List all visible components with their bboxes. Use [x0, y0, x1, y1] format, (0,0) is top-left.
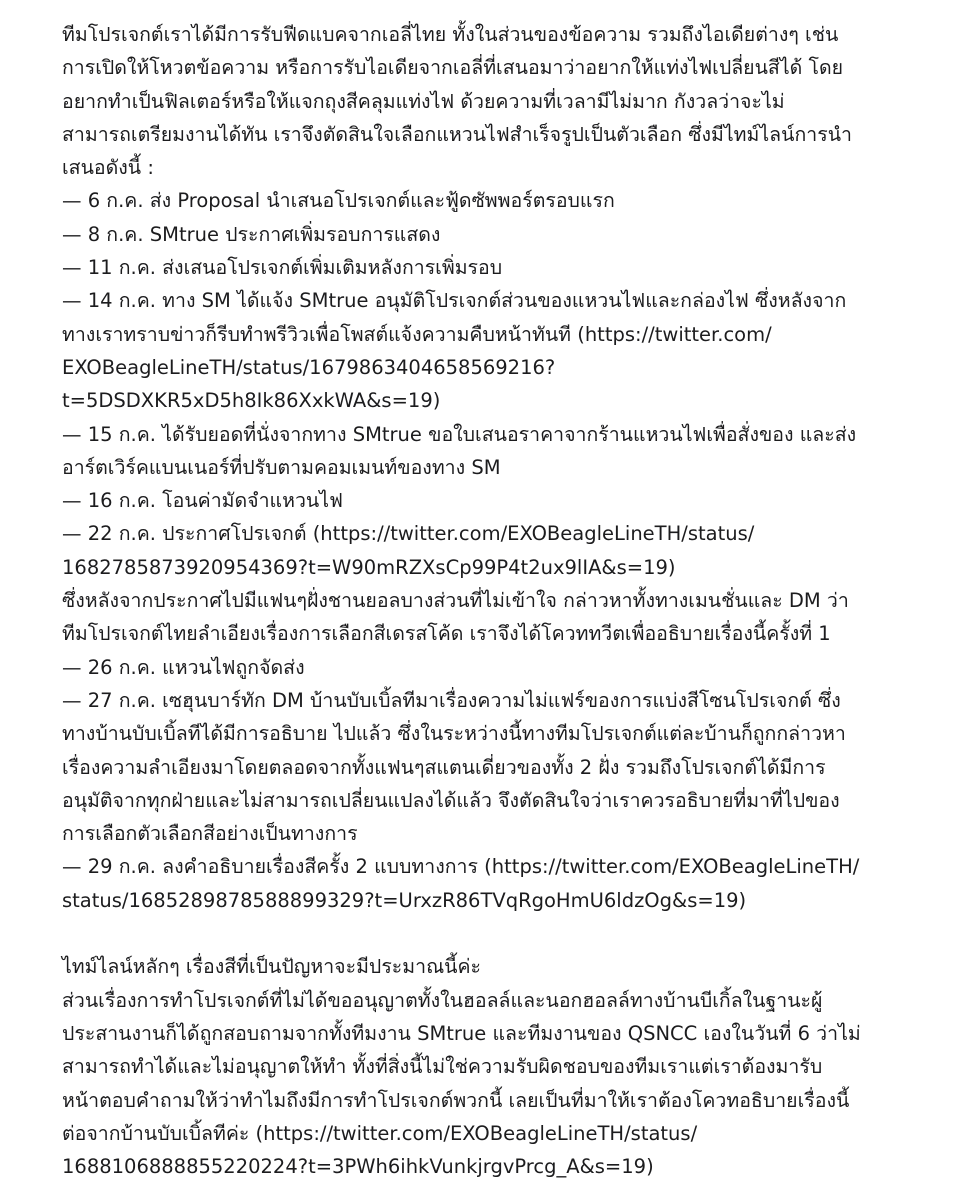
- intro-line: ทีมโปรเจกต์เราได้มีการรับฟีดแบคจากเอลี่ไทย ทั้งในส่วนของข้อความ รวมถึงไอเดียต่างๆ เช่น: [62, 23, 839, 46]
- timeline-note: [62, 584, 916, 651]
- timeline-item: [62, 218, 916, 251]
- timeline-item: [62, 850, 916, 917]
- timeline-line: — 6 ก.ค. ส่ง Proposal นำเสนอโปรเจกต์และฟู้ดซัพพอร์ตรอบแรก: [62, 189, 615, 213]
- timeline-list: [62, 184, 916, 917]
- timeline-item: [62, 684, 916, 850]
- intro-line: สามารถเตรียมงานได้ทัน เราจึงตัดสินใจเลือกแหวนไฟสำเร็จรูปเป็นตัวเลือก ซึ่งมีไทม์ไลน์การนำ: [62, 122, 852, 146]
- timeline-line: ทีมโปรเจกต์ไทยลำเอียงเรื่องการเลือกสีเดรสโค้ด เราจึงได้โควททวีตเพื่ออธิบายเรื่องนี้ครั้งที่ 1: [62, 622, 831, 646]
- summary-line: ไทม์ไลน์หลักๆ เรื่องสีที่เป็นปัญหาจะมีประมาณนี้ค่ะ: [62, 955, 482, 979]
- timeline-line: — 27 ก.ค. เซฮุนบาร์ทัก DM บ้านบับเบิ้ลทีมาเรื่องความไม่แฟร์ของการแบ่งสีโซนโปรเจกต์ ซึ่ง: [62, 688, 841, 712]
- timeline-line: — 8 ก.ค. SMtrue ประกาศเพิ่มรอบการแสดง: [62, 222, 441, 246]
- intro-line: เสนอดังนี้ :: [62, 156, 154, 180]
- timeline-line: — 26 ก.ค. แหวนไฟถูกจัดส่ง: [62, 655, 305, 679]
- summary-line: ส่วนเรื่องการทำโปรเจกต์ที่ไม่ได้ขออนุญาตทั้งในฮอลล์และนอกฮอลล์ทางบ้านบีเกิ้ลในฐานะผู้: [62, 988, 823, 1012]
- timeline-line: — 22 ก.ค. ประกาศโปรเจกต์ (https://twitter.com/EXOBeagleLineTH/status/: [62, 522, 755, 546]
- intro-line: อยากทำเป็นฟิลเตอร์หรือให้แจกถุงสีคลุมแท่งไฟ ด้วยความที่เวลามีไม่มาก กังวลว่าจะไม่: [62, 89, 785, 113]
- timeline-line: ซึ่งหลังจากประกาศไปมีแฟนๆฝั่งชานยอลบางส่วนที่ไม่เข้าใจ กล่าวหาทั้งทางเมนชั่นและ DM ว่า: [62, 589, 849, 613]
- timeline-line: เรื่องความลำเอียงมาโดยตลอดจากทั้งแฟนๆสแตนเดี่ยวของทั้ง 2 ฝั่ง รวมถึงโปรเจกต์ได้มีการ: [62, 755, 826, 779]
- timeline-line: — 15 ก.ค. ได้รับยอดที่นั่งจากทาง SMtrue ขอใบเสนอราคาจากร้านแหวนไฟเพื่อสั่งของ และส่ง: [62, 422, 857, 446]
- summary-line: หน้าตอบคำถามให้ว่าทำไมถึงมีการทำโปรเจกต์พวกนี้ เลยเป็นที่มาให้เราต้องโควทอธิบายเรื่องนี้: [62, 1088, 850, 1112]
- timeline-line: ทางเราทราบข่าวก็รีบทำพรีวิวเพื่อโพสต์แจ้งความคืบหน้าทันที (https://twitter.com/: [62, 322, 772, 346]
- timeline-line: — 14 ก.ค. ทาง SM ได้แจ้ง SMtrue อนุมัติโปรเจกต์ส่วนของแหวนไฟและกล่องไฟ ซึ่งหลังจาก: [62, 289, 847, 313]
- summary-line: สามารถทำได้และไม่อนุญาตให้ทำ ทั้งที่สิ่งนี้ไม่ใช่ความรับผิดชอบของทีมเราแต่เราต้องมารับ: [62, 1055, 823, 1079]
- intro-paragraph: [62, 18, 916, 184]
- intro-line: การเปิดให้โหวตข้อความ หรือการรับไอเดียจากเอลี่ที่เสนอมาว่าอยากให้แท่งไฟเปลี่ยนสีได้ โดย: [62, 56, 844, 80]
- timeline-item: [62, 284, 916, 417]
- timeline-line: อนุมัติจากทุกฝ่ายและไม่สามารถเปลี่ยนแปลงได้แล้ว จึงตัดสินใจว่าเราควรอธิบายที่มาที่ไปของ: [62, 788, 840, 812]
- timeline-item: [62, 184, 916, 217]
- summary-paragraph: [62, 950, 916, 1183]
- timeline-line: ทางบ้านบับเบิ้ลทีได้มีการอธิบาย ไปแล้ว ซึ่งในระหว่างนี้ทางทีมโปรเจกต์แต่ละบ้านก็ถูกกล่าวหา: [62, 722, 846, 746]
- summary-line: 1688106888855220224?t=3PWh6ihkVunkjrgvPrcg_A&s=19): [62, 1155, 654, 1179]
- timeline-line: EXOBeagleLineTH/status/1679863404658569216?: [62, 355, 556, 379]
- timeline-item: [62, 484, 916, 517]
- summary-line: ต่อจากบ้านบับเบิ้ลทีค่ะ (https://twitter.com/EXOBeagleLineTH/status/: [62, 1121, 698, 1145]
- paragraph-spacer: [62, 917, 916, 950]
- timeline-item: [62, 418, 916, 485]
- timeline-line: — 11 ก.ค. ส่งเสนอโปรเจกต์เพิ่มเติมหลังการเพิ่มรอบ: [62, 256, 503, 280]
- timeline-item: [62, 651, 916, 684]
- timeline-item: [62, 251, 916, 284]
- timeline-line: 1682785873920954369?t=W90mRZXsCp99P4t2ux9lIA&s=19): [62, 555, 676, 579]
- timeline-line: status/1685289878588899329?t=UrxzR86TVqRgoHmU6ldzOg&s=19): [62, 888, 747, 912]
- timeline-line: — 16 ก.ค. โอนค่ามัดจำแหวนไฟ: [62, 489, 343, 513]
- timeline-line: อาร์ตเวิร์คแบนเนอร์ที่ปรับตามคอมเมนท์ของทาง SM: [62, 455, 501, 479]
- summary-line: ประสานงานก็ได้ถูกสอบถามจากทั้งทีมงาน SMtrue และทีมงานของ QSNCC เองในวันที่ 6 ว่าไม่: [62, 1021, 861, 1045]
- timeline-line: การเลือกตัวเลือกสีอย่างเป็นทางการ: [62, 822, 358, 846]
- timeline-line: — 29 ก.ค. ลงคำอธิบายเรื่องสีครั้ง 2 แบบทางการ (https://twitter.com/EXOBeagleLineTH/: [62, 855, 860, 879]
- timeline-line: t=5DSDXKR5xD5h8Ik86XxkWA&s=19): [62, 389, 441, 413]
- timeline-item: [62, 517, 916, 584]
